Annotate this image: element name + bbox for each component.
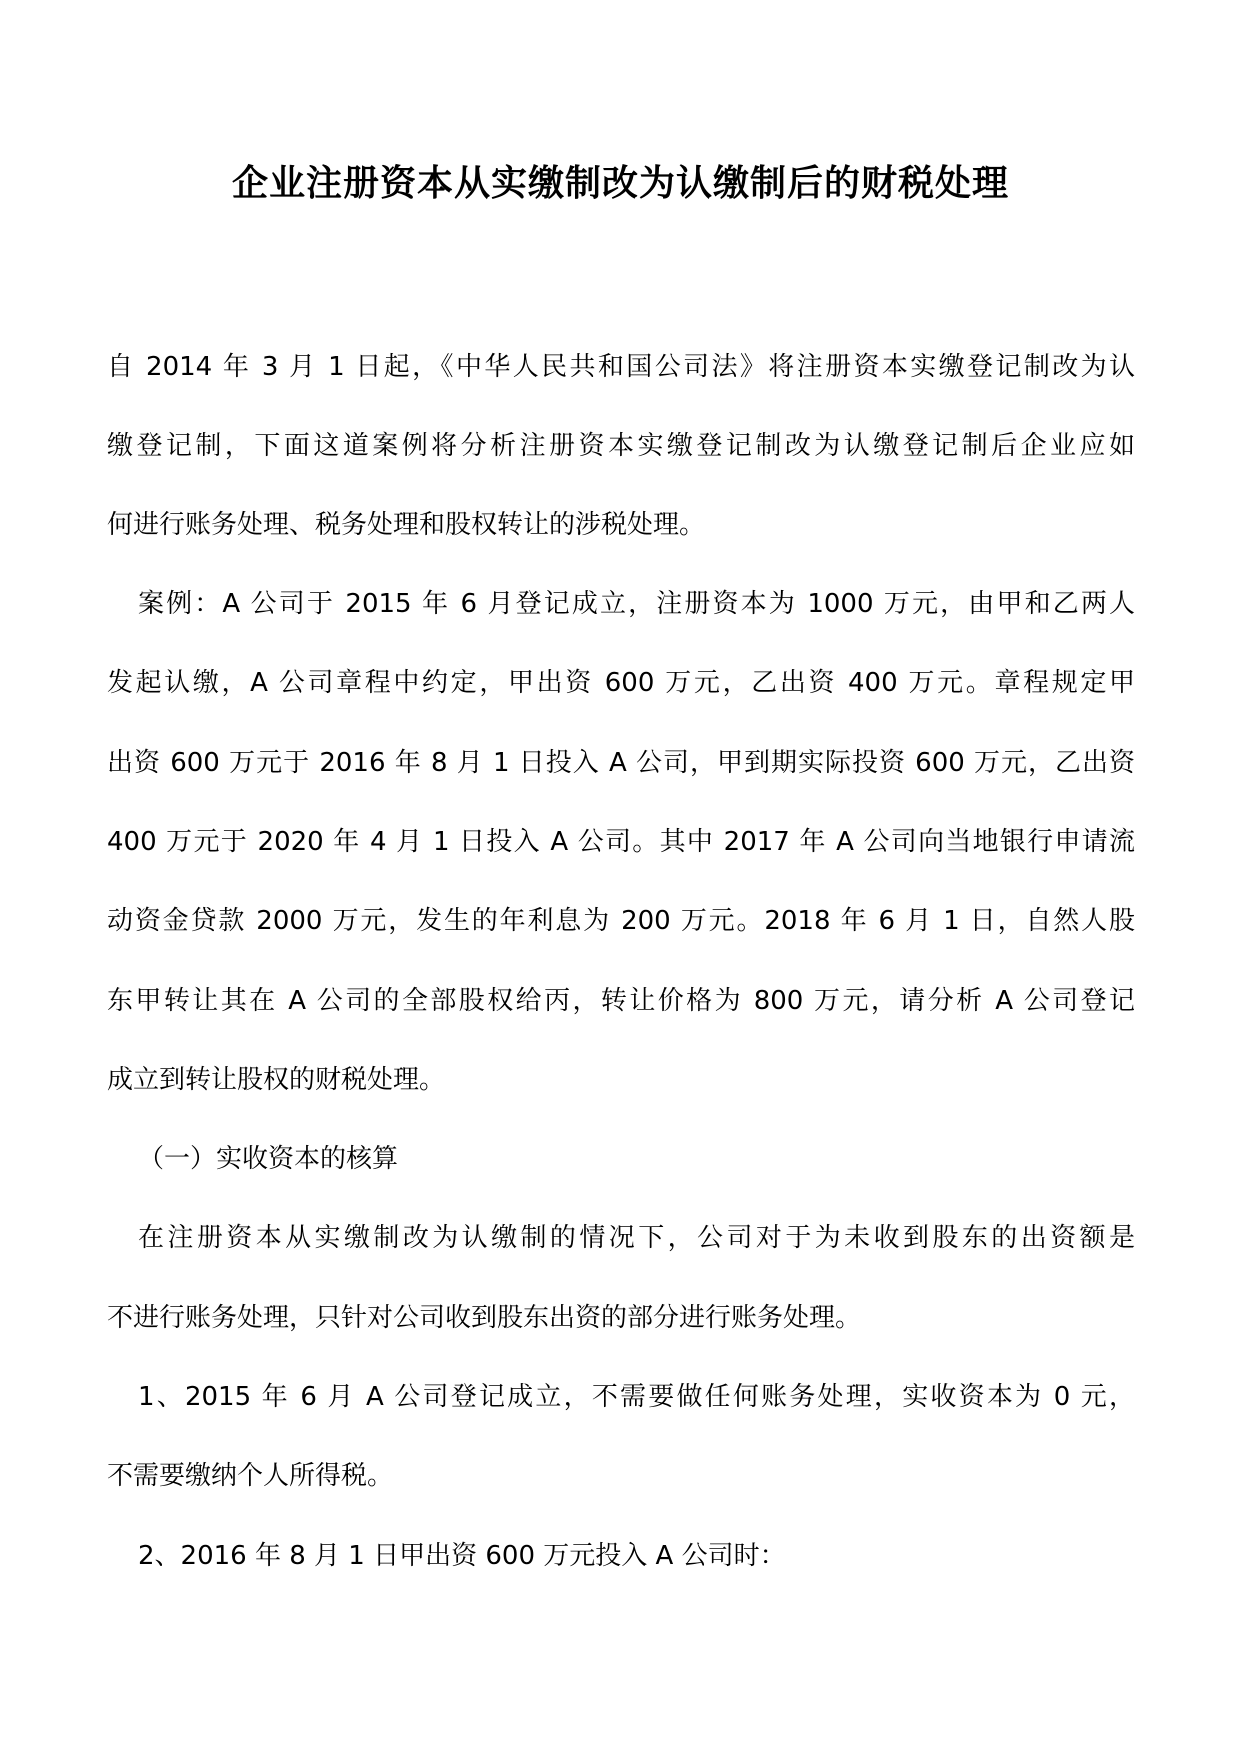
paragraph-line: 东甲转让其在 A 公司的全部股权给丙，转让价格为 800 万元，请分析 A 公司登记 xyxy=(107,986,1135,1016)
paragraph-line: 案例：A 公司于 2015 年 6 月登记成立，注册资本为 1000 万元，由甲和乙两人 xyxy=(138,589,1135,619)
paragraph-line: 何进行账务处理、税务处理和股权转让的涉税处理。 xyxy=(107,510,706,540)
paragraph-line: 不进行账务处理，只针对公司收到股东出资的部分进行账务处理。 xyxy=(107,1303,862,1333)
paragraph-line: 动资金贷款 2000 万元，发生的年利息为 200 万元。2018 年 6 月 1 日，自然人股 xyxy=(107,906,1135,936)
paragraph-line: 缴登记制，下面这道案例将分析注册资本实缴登记制改为认缴登记制后企业应如 xyxy=(107,431,1135,461)
paragraph-line: 发起认缴，A 公司章程中约定，甲出资 600 万元，乙出资 400 万元。章程规定甲 xyxy=(107,668,1135,698)
paragraph-line: 在注册资本从实缴制改为认缴制的情况下，公司对于为未收到股东的出资额是 xyxy=(138,1223,1135,1253)
section-heading: （一）实收资本的核算 xyxy=(138,1144,399,1174)
paragraph-line: 成立到转让股权的财税处理。 xyxy=(107,1065,446,1095)
paragraph-line: 自 2014 年 3 月 1 日起，《中华人民共和国公司法》将注册资本实缴登记制改为认 xyxy=(107,352,1135,382)
paragraph-line: 1、2015 年 6 月 A 公司登记成立，不需要做任何账务处理，实收资本为 0 元， xyxy=(138,1382,1135,1412)
paragraph-line: 2、2016 年 8 月 1 日甲出资 600 万元投入 A 公司时： xyxy=(138,1541,786,1571)
paragraph-line: 出资 600 万元于 2016 年 8 月 1 日投入 A 公司，甲到期实际投资 600 万元，乙出资 xyxy=(107,748,1135,778)
paragraph-line: 不需要缴纳个人所得税。 xyxy=(107,1461,394,1491)
document-title: 企业注册资本从实缴制改为认缴制后的财税处理 xyxy=(231,163,1009,204)
paragraph-line: 400 万元于 2020 年 4 月 1 日投入 A 公司。其中 2017 年 A 公司向当地银行申请流 xyxy=(107,827,1135,857)
